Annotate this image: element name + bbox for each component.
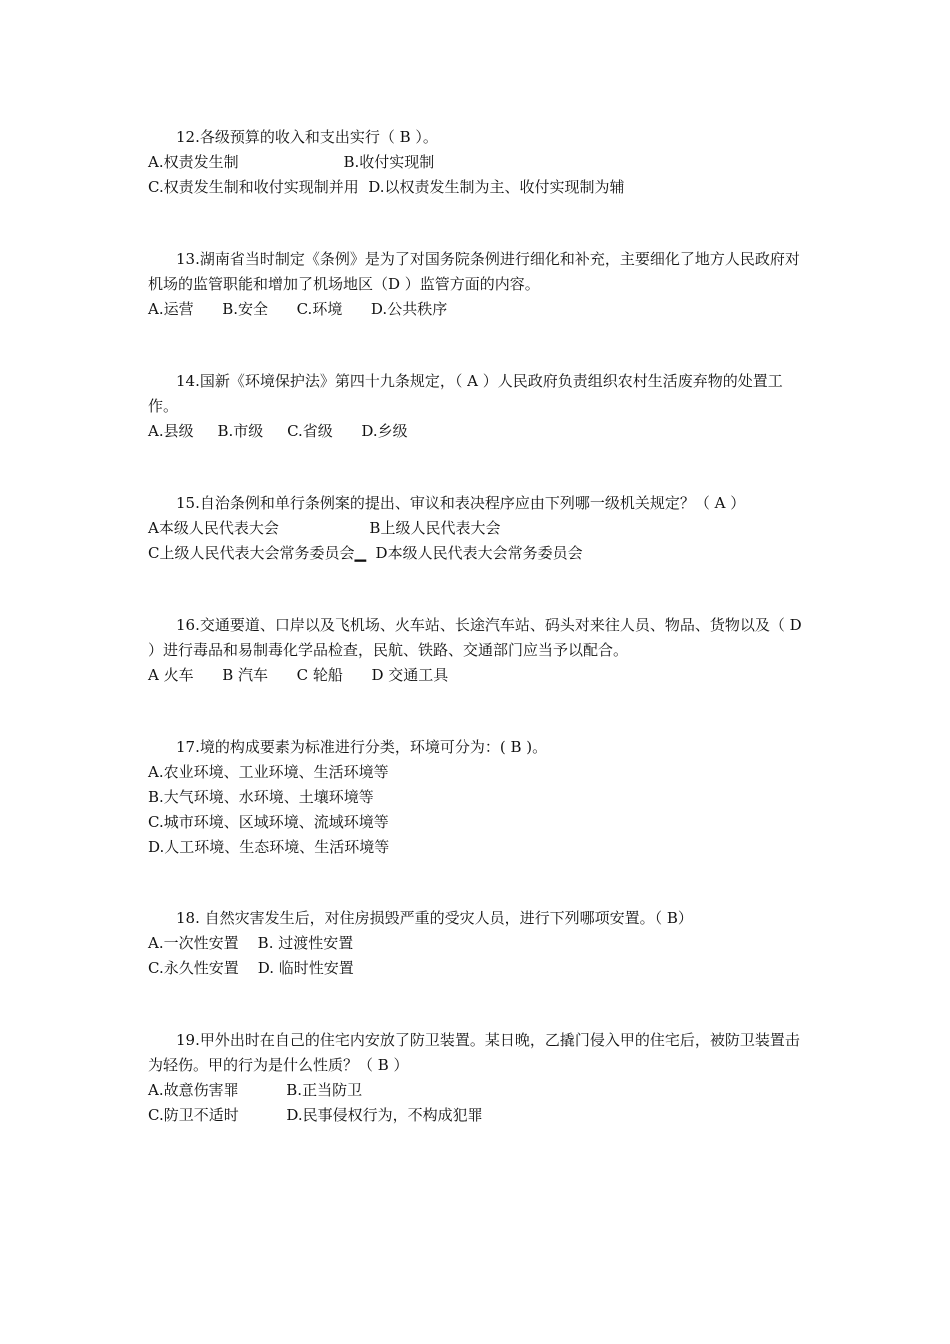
question-stem: 12.各级预算的收入和支出实行（ B ）。 — [176, 128, 438, 146]
question-17 — [148, 735, 808, 860]
question-stem: 17.境的构成要素为标准进行分类，环境可分为：( B )。 — [176, 738, 548, 756]
question-19 — [148, 1028, 808, 1128]
question-options: C.城市环境、区域环境、流域环境等 — [148, 813, 389, 831]
question-options: A 火车 B 汽车 C 轮船 D 交通工具 — [148, 666, 449, 684]
question-options: C.权责发生制和收付实现制并用 D.以权责发生制为主、收付实现制为辅 — [148, 178, 625, 196]
question-stem: 13.湖南省当时制定《条例》是为了对国务院条例进行细化和补充，主要细化了地方人民政府对机场的监管职能和增加了机场地区（D ）监管方面的内容。 — [148, 250, 800, 293]
question-14 — [148, 369, 808, 444]
question-stem: 15.自治条例和单行条例案的提出、审议和表决程序应由下列哪一级机关规定？（ A ） — [176, 494, 746, 512]
question-options: A本级人民代表大会 B上级人民代表大会 — [148, 519, 501, 537]
question-options: A.权责发生制 B.收付实现制 — [148, 153, 435, 171]
question-16 — [148, 613, 808, 688]
question-options: A.农业环境、工业环境、生活环境等 — [148, 763, 389, 781]
question-options: A.运营 B.安全 C.环境 D.公共秩序 — [148, 300, 448, 318]
question-stem: 14.国新《环境保护法》第四十九条规定，（ A ）人民政府负责组织农村生活废弃物的处置工作。 — [148, 372, 783, 415]
question-18 — [148, 906, 808, 981]
question-options: B.大气环境、水环境、土壤环境等 — [148, 788, 374, 806]
question-stem: 16.交通要道、口岸以及飞机场、火车站、长途汽车站、码头对来往人员、物品、货物以及（ D ）进行毒品和易制毒化学品检查，民航、铁路、交通部门应当予以配合。 — [148, 616, 802, 659]
question-options: C.永久性安置 D. 临时性安置 — [148, 959, 354, 977]
question-options: C上级人民代表大会常务委员会▁ D本级人民代表大会常务委员会 — [148, 544, 583, 562]
question-options: A.一次性安置 B. 过渡性安置 — [148, 934, 354, 952]
question-12 — [148, 125, 808, 200]
question-options: A.故意伤害罪 B.正当防卫 — [148, 1081, 363, 1099]
question-options: A.县级 B.市级 C.省级 D.乡级 — [148, 422, 408, 440]
question-13 — [148, 247, 808, 322]
question-options: D.人工环境、生态环境、生活环境等 — [148, 838, 390, 856]
question-stem: 18. 自然灾害发生后，对住房损毁严重的受灾人员，进行下列哪项安置。（ B） — [176, 909, 693, 927]
question-stem: 19.甲外出时在自己的住宅内安放了防卫装置。某日晚，乙撬门侵入甲的住宅后，被防卫装置击为轻伤。甲的行为是什么性质？（ B ） — [148, 1031, 800, 1074]
question-options: C.防卫不适时 D.民事侵权行为，不构成犯罪 — [148, 1106, 483, 1124]
question-15 — [148, 491, 808, 566]
